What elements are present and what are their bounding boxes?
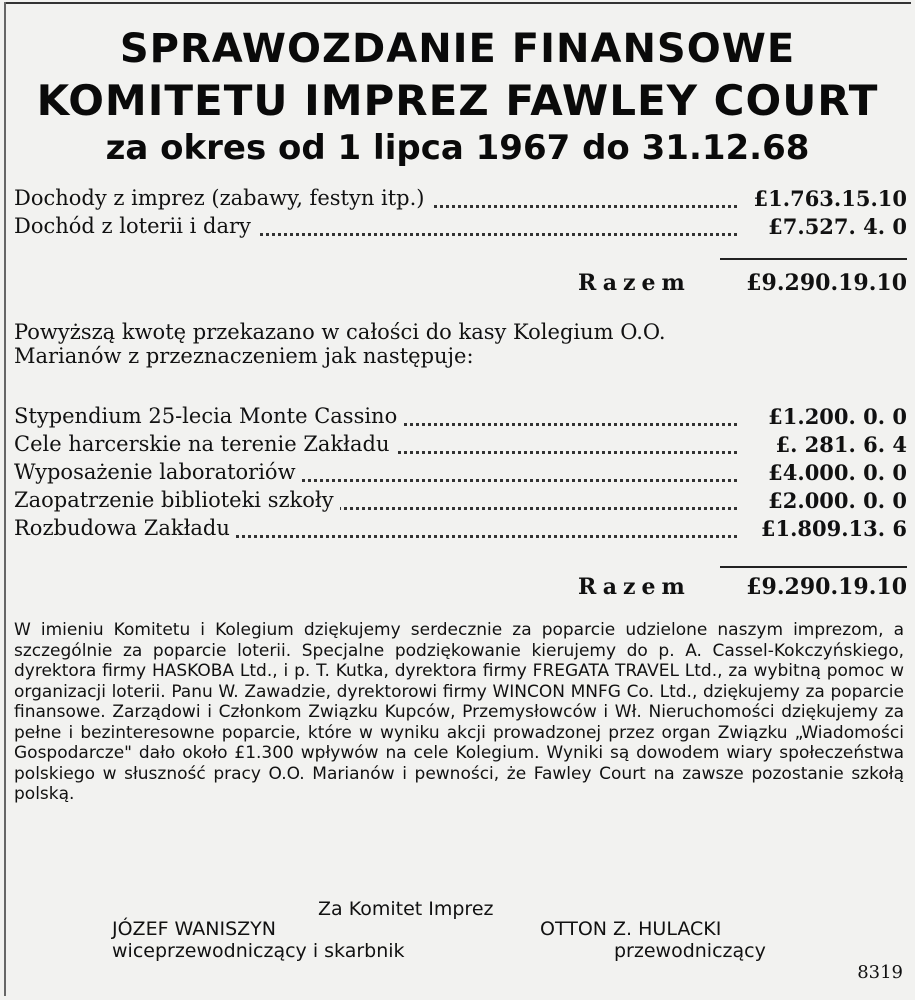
expense-amount: £. 281. 6. 4: [775, 432, 907, 457]
signature-heading: Za Komitet Imprez: [318, 898, 494, 920]
total-label: Razem: [578, 270, 691, 296]
expense-label: Zaopatrzenie biblioteki szkoły: [14, 488, 340, 512]
expense-row: [14, 404, 907, 434]
expense-row: [14, 488, 907, 518]
signatory-left-role: wiceprzewodniczący i skarbnik: [112, 940, 405, 962]
expense-label: Wyposażenie laboratoriów: [14, 460, 302, 484]
income-row: [14, 214, 907, 244]
expense-label: Rozbudowa Zakładu: [14, 516, 236, 540]
expense-row: [14, 516, 907, 546]
expense-label: Cele harcerskie na terenie Zakładu: [14, 432, 395, 456]
expense-amount: £4.000. 0. 0: [768, 460, 907, 485]
income-amount: £1.763.15.10: [753, 186, 907, 211]
signatory-right-name: OTTON Z. HULACKI: [540, 918, 722, 940]
expense-amount: £2.000. 0. 0: [768, 488, 907, 513]
reference-code: 8319: [857, 962, 903, 983]
expense-label: Stypendium 25-lecia Monte Cassino: [14, 404, 403, 428]
transfer-text: Powyższą kwotę przekazano w całości do kasy Kolegium O.O. Marianów z przeznaczeniem jak następuje:: [14, 320, 666, 368]
expense-row: [14, 432, 907, 462]
expense-row: [14, 460, 907, 490]
income-row: [14, 186, 907, 216]
expense-amount: £1.200. 0. 0: [768, 404, 907, 429]
income-amount: £7.527. 4. 0: [768, 214, 907, 239]
signatory-right-role: przewodniczący: [614, 940, 766, 962]
total-amount: £9.290.19.10: [746, 574, 907, 600]
total-rule: [720, 566, 907, 568]
title-line-2: KOMITETU IMPREZ FAWLEY COURT: [36, 76, 879, 125]
title-line-1: SPRAWOZDANIE FINANSOWE: [119, 26, 796, 72]
total-amount: £9.290.19.10: [746, 270, 907, 296]
title-period: za okres od 1 lipca 1967 do 31.12.68: [105, 128, 810, 168]
income-label: Dochody z imprez (zabawy, festyn itp.): [14, 186, 431, 210]
top-border: [4, 2, 911, 4]
expense-amount: £1.809.13. 6: [760, 516, 907, 541]
signatory-left-name: JÓZEF WANISZYN: [112, 918, 277, 940]
total-label: Razem: [578, 574, 691, 600]
income-label: Dochód z loterii i dary: [14, 214, 257, 238]
total-rule: [720, 258, 907, 260]
thanks-paragraph: W imieniu Komitetu i Kolegium dziękujemy serdecznie za poparcie udzielone naszym imprezom, a szczególnie za poparcie loterii. Specjalne podziękowanie kierujemy do p. A. Cassel-Kokczyńskiego, dyrektora firmy HASKOBA Ltd., i p. T. Kutka, dyrektora firmy FREGATA TRAVEL Ltd., za wybitną pomoc w organizacji loterii. Panu W. Zawadzie, dyrektorowi firmy WINCON MNFG Co. Ltd., dziękujemy za poparcie finansowe. Zarządowi i Członkom Związku Kupców, Przemysłowców i Wł. Nieruchomości dziękujemy za pełne i bezinteresowne poparcie, które w wyniku akcji prowadzonej przez organ Związku „Wiadomości Gospodarcze" dało około £1.300 wpływów na cele Kolegium. Wyniki są dowodem wiary społeczeństwa polskiego w słuszność pracy O.O. Marianów i pewności, że Fawley Court na zawsze pozostanie szkołą polską.: [14, 620, 904, 804]
